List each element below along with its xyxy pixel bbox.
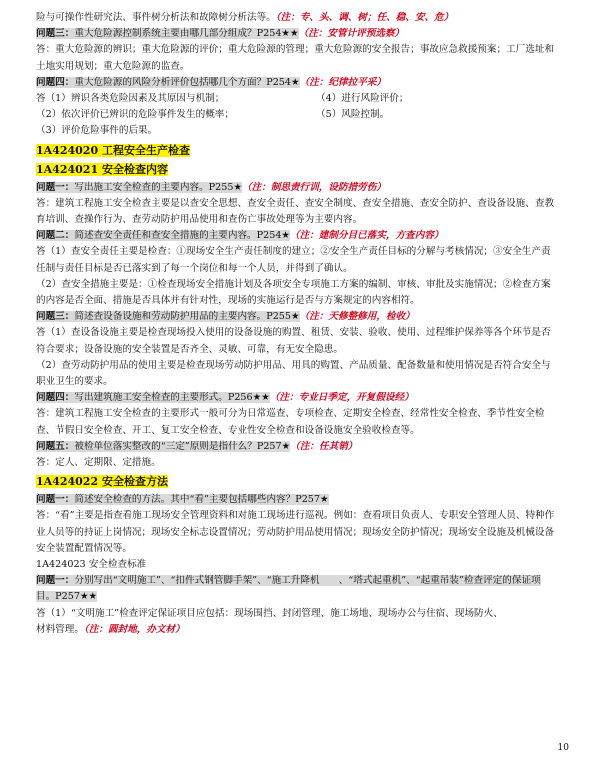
answer-item: （5）风险控制。 bbox=[316, 109, 390, 121]
question: 问题三：重大危险源控制系统主要由哪几部分组成？P254★★（注：安管计评预选察） bbox=[36, 28, 405, 40]
question: 问题五：被检单位落实整改的“三定”原则是指什么？P257★（注：任其销） bbox=[36, 440, 358, 452]
answer: （2）查安全措施主要是：①检查现场安全措施计划及各项安全专项施工方案的编制、审核、审批及实施情况；②检查方案的内容是否全面、措施是否具体并有针对性，现场的实施运行是否与方案规定的内容相符。 bbox=[36, 278, 551, 307]
subsection-heading: 1A424022 安全检查方法 bbox=[36, 475, 168, 489]
section-heading: 1A424020 工程安全生产检查 bbox=[36, 143, 190, 157]
answer-item: （4）进行风险评价； bbox=[316, 93, 409, 105]
answer: 答（1）“文明施工”检查评定保证项目应包括：现场围挡、封闭管理、施工场地、现场办公与住宿、现场防火、 bbox=[36, 607, 503, 619]
answer: 答（1）查设备设施主要是检查现场投入使用的设备设施的购置、租赁、安装、验收、使用、过程维护保养等各个环节是否符合要求；设备设施的安全装置是否齐全、灵敏、可靠，有无安全隐患。 bbox=[36, 327, 551, 355]
subsection-heading: 1A424021 安全检查内容 bbox=[36, 162, 168, 176]
subsection-heading: 1A424023 安全检查标准 bbox=[36, 559, 147, 571]
answer-grid bbox=[36, 91, 556, 140]
question: 问题二：简述查安全责任和查安全措施的主要内容。P254★（注：建制分目已落实，方查内容） bbox=[36, 230, 444, 242]
question: 问题一：写出施工安全检查的主要内容。P255★（注：制思责行训，设防措劳伤） bbox=[36, 181, 386, 193]
answer: 答：建筑工程施工安全检查主要是以查安全思想、查安全责任、查安全制度、查安全措施、查安全防护、查设备设施、查教育培训、查操作行为、查劳动防护用品使用和查伤亡事故处理等为主要内容。 bbox=[36, 197, 555, 226]
answer: 材料管理。（注：圆封地，办文材） bbox=[36, 623, 185, 635]
answer: 答：重大危险源的辨识；重大危险源的评价；重大危险源的管理；重大危险源的安全报告；事故应急救援预案；工厂选址和土地实用规划；重大危险源的监查。 bbox=[36, 44, 555, 72]
answer: 答（1）查安全责任主要是检查：①现场安全生产责任制度的建立；②安全生产责任目标的分解与考核情况；③安全生产责任制与责任目标是否已落实到了每一个岗位和每一个人员，并得到了确认。 bbox=[36, 246, 551, 274]
page-number: 10 bbox=[557, 743, 569, 753]
question: 问题三：简述查设备设施和劳动防护用品的主要内容。P255★（注：天修整修用，检收） bbox=[36, 311, 415, 323]
text-line: 险与可操作性研究法、事件树分析法和故障树分析法等。（注：专、头、调、树；任、稳、安、危） bbox=[36, 12, 454, 23]
answer-item: （3）评价危险事件的后果。 bbox=[36, 125, 158, 137]
question: 问题四：写出建筑施工安全检查的主要形式。P256★★（注：专业日季定，开复假设经） bbox=[36, 392, 414, 404]
document-page bbox=[36, 10, 556, 638]
answer-item: （2）依次评价已辨识的危险事件发生的概率； bbox=[36, 109, 234, 121]
answer: 答：建筑工程施工安全检查的主要形式一般可分为日常巡查、专项检查、定期安全检查、经常性安全检查、季节性安全检查、节假日安全检查、开工、复工安全检查、专业性安全检查和设备设施安全验收检查等。 bbox=[36, 408, 545, 436]
question: 问题四：重大危险源的风险分析评价包括哪几个方面？P254★（注：纪律拉平采） bbox=[36, 76, 386, 88]
answer: 答：定人、定期限、定措施。 bbox=[36, 457, 161, 469]
answer-item: 答（1）辨识各类危险因素及其原因与机制； bbox=[36, 93, 225, 105]
question: 问题一：简述安全检查的方法。其中“看”主要包括哪些内容？P257★ bbox=[36, 494, 329, 506]
answer: （2）查劳动防护用品的使用主要是检查现场劳动防护用品、用具的购置、产品质量、配备数量和使用情况是否符合安全与职业卫生的要求。 bbox=[36, 359, 551, 388]
question: 问题一：分别写出“文明施工”、“扣件式钢管脚手架”、“施工升降机 、“塔式起重机”、“起重吊装”检查评定的保证项目。P257★★ bbox=[36, 575, 541, 603]
answer: 答：“看”主要是指查看施工现场安全管理资料和对施工现场进行巡视。例如：查看项目负责人、专职安全管理人员、特种作业人员等的持证上岗情况；现场安全标志设置情况；劳动防护用品使用情况；现场安全防护情况；现场安全设施及机械设备安全装置配置情况等。 bbox=[36, 510, 555, 554]
